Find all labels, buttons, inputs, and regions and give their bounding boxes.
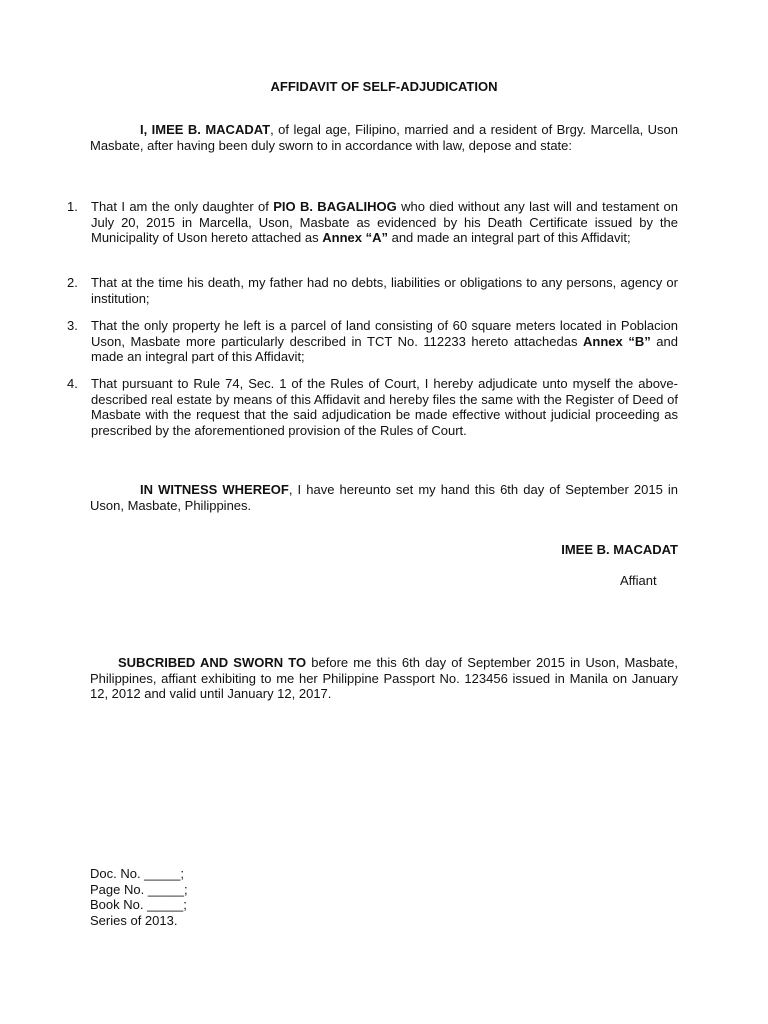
list-item [67,199,678,246]
witness-heading: IN WITNESS WHEREOF [140,482,289,497]
document-title: AFFIDAVIT OF SELF-ADJUDICATION [270,79,498,94]
jurat-text: before me this 6th day of September 2015 in Uson, Masbate, Philippines, affiant exhibiting to me her Philippine Passport No. 123456 issued in Manila on January 12, 2012 and valid until January 12, 2017. [90,655,678,702]
item-text: and made an integral part of this Affidavit; [91,333,679,365]
affiant-name-intro: I, IMEE B. MACADAT [140,122,271,137]
item-text: That pursuant to Rule 74, Sec. 1 of the Rules of Court, I hereby adjudicate unto myself the above-described real estate by means of this Affidavit and hereby files the same with the Register of Deed of Masbate with the request that the said adjudication be made effective without judicial proceeding as prescribed by the aforementioned provision of the Rules of Court. [91,376,678,438]
intro-paragraph [90,122,678,153]
notary-block [90,866,188,928]
affiant-label: Affiant [620,573,657,588]
decedent-name: PIO B. BAGALIHOG [273,199,397,214]
item-number: 2. [67,275,78,290]
item-number: 1. [67,199,78,214]
affiant-signature-name: IMEE B. MACADAT [561,542,678,557]
item-number: 4. [67,376,78,391]
book-number: Book No. _____; [90,897,187,912]
page-number: Page No. _____; [90,881,188,897]
list-item [67,275,678,306]
witness-paragraph [90,482,678,513]
annex-a-label: Annex “A” [322,230,388,246]
intro-text: , of legal age, Filipino, married and a resident of Brgy. Marcella, Uson Masbate, after having been duly sworn to in accordance with law, depose and state: [90,122,678,153]
jurat-heading: SUBCRIBED AND SWORN TO [118,655,307,670]
item-number: 3. [67,318,78,333]
item-text: who died without any last will and testament on July 20, 2015 in Marcella, Uson, Masbate as evidenced by his Death Certificate issued by the Municipality of Uson hereto attached as [91,199,678,246]
item-text: That at the time his death, my father had no debts, liabilities or obligations to any persons, agency or institution; [91,275,678,306]
item-text: That I am the only daughter of [91,199,274,214]
item-text: That the only property he left is a parcel of land consisting of 60 square meters located in Poblacion Uson, Masbate more particularly described in TCT No. 112233 hereto attachedas [91,318,678,349]
jurat-paragraph [90,655,678,702]
item-text: and made an integral part of this Affidavit; [387,230,631,246]
witness-text: , I have hereunto set my hand this 6th day of September 2015 in Uson, Masbate, Philippines. [90,482,679,513]
annex-b-label: Annex “B” [583,333,651,349]
list-item [67,318,678,365]
doc-number: Doc. No. _____; [90,866,184,881]
series-year: Series of 2013. [90,912,178,928]
list-item [67,376,678,438]
